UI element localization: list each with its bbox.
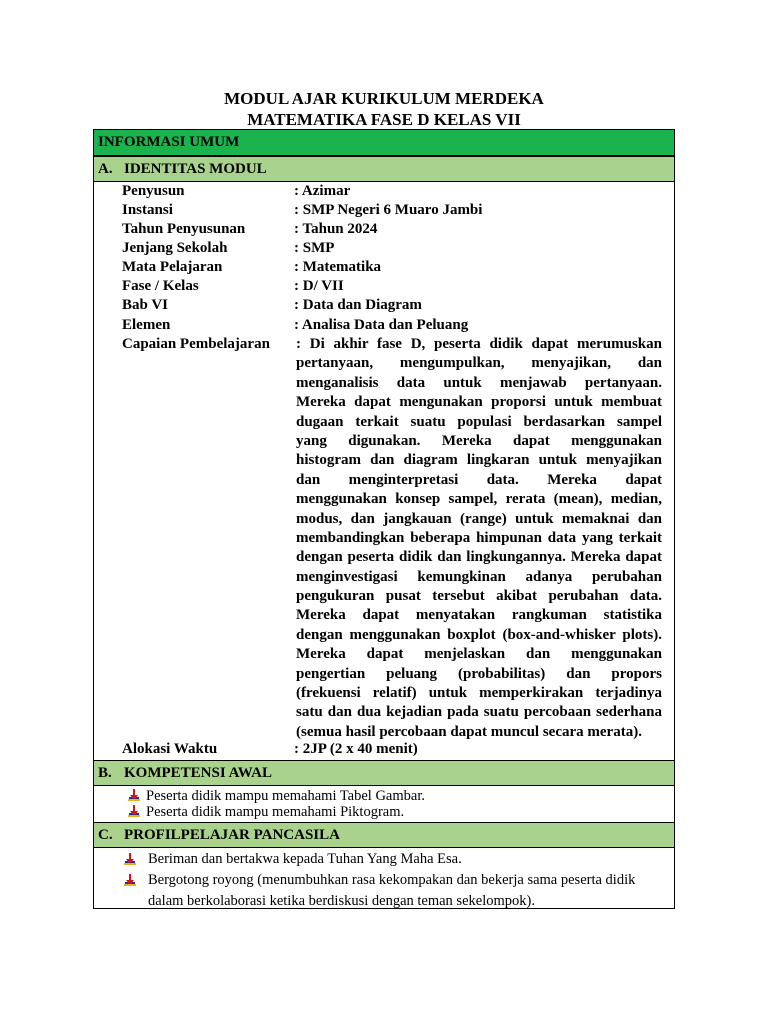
bullet-arrow-icon (128, 805, 140, 817)
capaian-line: menginvestigasi kemungkinan adanya perubahan (296, 568, 662, 585)
alokasi-waktu-value: : 2JP (2 x 40 menit) (294, 741, 418, 757)
capaian-line: : Di akhir fase D, peserta didik dapat merumuskan (296, 336, 662, 352)
tahun-penyusunan-value: : Tahun 2024 (294, 221, 378, 237)
profil-item-text: Beriman dan bertakwa kepada Tuhan Yang Maha Esa. (148, 851, 462, 867)
mata-pelajaran-value: : Matematika (294, 259, 382, 275)
alokasi-waktu-label: Alokasi Waktu (122, 741, 218, 757)
list-item (128, 788, 425, 804)
bullet-arrow-icon (128, 789, 140, 801)
elemen-label: Elemen (122, 317, 171, 333)
penyusun-value: : Azimar (294, 183, 351, 199)
section-b-label: KOMPETENSI AWAL (124, 765, 272, 781)
section-c-number: C. (98, 827, 113, 843)
tahun-penyusunan-label: Tahun Penyusunan (122, 221, 246, 237)
document-title-line-2: MATEMATIKA FASE D KELAS VII (247, 110, 521, 129)
kompetensi-item-text: Peserta didik mampu memahami Tabel Gambar. (146, 788, 425, 804)
profil-list (124, 849, 670, 912)
bullet-arrow-icon (124, 853, 136, 865)
capaian-line: pengertian peluang (probabilitas) dan propors (296, 665, 662, 682)
section-a-number: A. (98, 161, 113, 177)
fase-kelas-value: : D/ VII (294, 278, 344, 294)
elemen-value: : Analisa Data dan Peluang (294, 317, 469, 333)
section-b-header (94, 760, 674, 786)
list-item (128, 804, 425, 820)
bab-label: Bab VI (122, 297, 168, 313)
section-b-number: B. (98, 765, 112, 781)
capaian-line: dengan menggunakan boxplot (box-and-whisker plots). (296, 626, 662, 643)
capaian-line: menggunakan konsep sampel, rerata (mean), median, (296, 491, 662, 508)
capaian-line: pengukuran pusat tersebut akibat perubahan data. (296, 588, 662, 605)
capaian-line: dengan peserta didik dan lingkungannya. Mereka dapat (296, 549, 662, 566)
section-c-header (94, 822, 674, 848)
jenjang-sekolah-value: : SMP (294, 240, 335, 256)
jenjang-sekolah-label: Jenjang Sekolah (122, 240, 228, 256)
kompetensi-list (128, 788, 425, 820)
section-a-header (94, 156, 674, 182)
section-a-label: IDENTITAS MODUL (124, 161, 267, 177)
capaian-line: menganalisis data untuk menjawab pertanyaan. (296, 374, 662, 391)
capaian-line: Mereka dapat menyatakan rangkuman statistika (296, 607, 662, 624)
capaian-line: membandingkan beberapa himpunan data yang terkait (296, 529, 662, 546)
list-item (124, 849, 670, 870)
capaian-line: dan menginterpretasi data. Mereka dapat (296, 471, 662, 488)
informasi-umum-label: INFORMASI UMUM (98, 134, 240, 150)
section-c-label: PROFILPELAJAR PANCASILA (124, 827, 340, 843)
instansi-value: : SMP Negeri 6 Muaro Jambi (294, 202, 483, 218)
capaian-line: (frekuensi relatif) untuk memperkirakan terjadinya (296, 685, 662, 702)
fase-kelas-label: Fase / Kelas (122, 278, 199, 294)
capaian-line: satu dan dua kejadian pada suatu percobaan sederhana (296, 704, 662, 721)
capaian-line: (semua hasil percobaan dapat muncul secara merata). (296, 723, 642, 740)
penyusun-label: Penyusun (122, 183, 185, 199)
document-title-line-1: MODUL AJAR KURIKULUM MERDEKA (224, 89, 544, 108)
mata-pelajaran-label: Mata Pelajaran (122, 259, 223, 275)
capaian-pembelajaran-text (296, 335, 662, 742)
capaian-line: pertanyaan, mengumpulkan, menyajikan, dan (296, 355, 662, 372)
capaian-line: Mereka dapat menjelaskan dan menggunakan (296, 646, 662, 663)
capaian-line: histogram dan diagram lingkaran untuk menyajikan (296, 452, 662, 469)
informasi-umum-header (94, 130, 674, 156)
bab-value: : Data dan Diagram (294, 297, 422, 313)
kompetensi-item-text: Peserta didik mampu memahami Piktogram. (146, 804, 405, 820)
capaian-line: dugaan terkait suatu populasi berdasarkan sampel (296, 413, 662, 430)
capaian-line: modus, dan jangkauan (range) untuk memaknai dan (296, 510, 662, 527)
bullet-arrow-icon (124, 874, 136, 886)
profil-item-text: Bergotong royong (menumbuhkan rasa kekompakan dan bekerja sama peserta didik dalam berkolaborasi ketika berdiskusi dengan teman sekelompok). (148, 872, 636, 909)
capaian-pembelajaran-label: Capaian Pembelajaran (122, 336, 270, 352)
list-item (124, 870, 670, 912)
instansi-label: Instansi (122, 202, 173, 218)
module-table (93, 129, 675, 909)
capaian-line: Mereka dapat mengunakan proporsi untuk membuat (296, 394, 662, 411)
capaian-line: yang digunakan. Mereka dapat menggunakan (296, 432, 662, 449)
